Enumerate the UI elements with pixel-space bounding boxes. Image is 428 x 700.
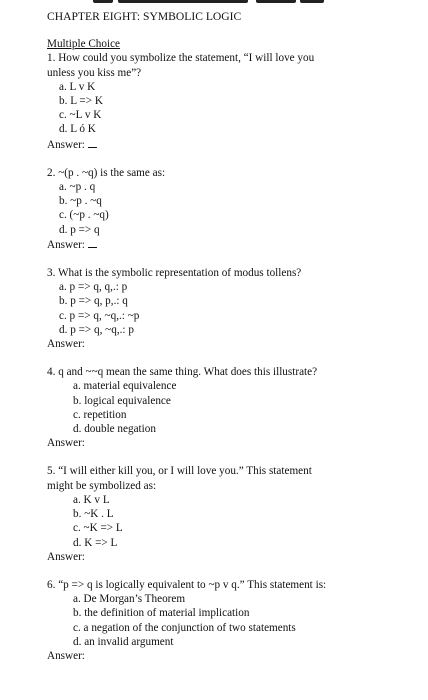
option-b: b. L => K [59, 95, 103, 108]
question-stem-continued: might be symbolized as: [47, 479, 157, 492]
options-list [47, 493, 417, 550]
option-a: a. L v K [59, 80, 96, 93]
answer-label: Answer: [47, 649, 85, 662]
options-list [47, 379, 417, 436]
option-d: d. p => q, ~q,.: p [59, 323, 134, 336]
chapter-title: CHAPTER EIGHT: SYMBOLIC LOGIC [47, 10, 242, 23]
option-b: b. the definition of material implication [73, 607, 250, 620]
option-c: c. a negation of the conjunction of two statements [73, 621, 296, 634]
option-d: d. an invalid argument [73, 635, 174, 648]
question-6 [47, 578, 417, 663]
question-3 [47, 266, 417, 351]
option-a: a. material equivalence [73, 380, 177, 393]
option-a: a. p => q, q,.: p [59, 281, 128, 294]
answer-label: Answer: [47, 437, 85, 450]
question-stem: 1. How could you symbolize the statement, “I will love you [47, 52, 315, 65]
question-stem-continued: unless you kiss me”? [47, 66, 142, 79]
option-d: d. double negation [73, 423, 156, 436]
question-5 [47, 464, 417, 563]
answer-label: Answer: [47, 338, 85, 351]
option-b: b. ~K . L [73, 508, 114, 521]
question-stem: 2. ~(p . ~q) is the same as: [47, 166, 166, 179]
options-list [47, 280, 417, 337]
answer-label: Answer: [47, 138, 85, 151]
answer-line [47, 237, 417, 252]
cropped-text-fragment [0, 0, 428, 8]
section-heading: Multiple Choice [47, 38, 121, 51]
options-list [47, 180, 417, 237]
answer-blank [88, 137, 97, 148]
question-stem: 5. “I will either kill you, or I will love you.” This statement [47, 465, 312, 478]
answer-label: Answer: [47, 550, 85, 563]
question-1 [47, 51, 417, 151]
question-4 [47, 365, 417, 450]
option-c: c. (~p . ~q) [59, 209, 109, 222]
question-stem: 6. “p => q is logically equivalent to ~p v q.” This statement is: [47, 578, 327, 591]
option-d: d. p => q [59, 223, 100, 236]
options-list [47, 80, 417, 137]
answer-blank [88, 237, 97, 248]
option-a: a. K v L [73, 493, 110, 506]
question-stem: 4. q and ~~q mean the same thing. What does this illustrate? [47, 366, 318, 379]
options-list [47, 592, 417, 649]
option-d: d. K => L [73, 536, 118, 549]
option-c: c. ~L v K [59, 109, 102, 122]
option-d: d. L ó K [59, 123, 96, 136]
option-b: b. ~p . ~q [59, 195, 102, 208]
option-b: b. logical equivalence [73, 394, 171, 407]
option-c: c. p => q, ~q,.: ~p [59, 309, 140, 322]
option-c: c. ~K => L [73, 522, 123, 535]
option-a: a. De Morgan’s Theorem [73, 593, 186, 606]
question-2 [47, 166, 417, 252]
worksheet [47, 10, 417, 663]
option-c: c. repetition [73, 408, 127, 421]
option-b: b. p => q, p,.: q [59, 295, 128, 308]
answer-label: Answer: [47, 238, 85, 251]
answer-line [47, 137, 417, 152]
option-a: a. ~p . q [59, 181, 96, 194]
question-stem: 3. What is the symbolic representation of modus tollens? [47, 267, 302, 280]
